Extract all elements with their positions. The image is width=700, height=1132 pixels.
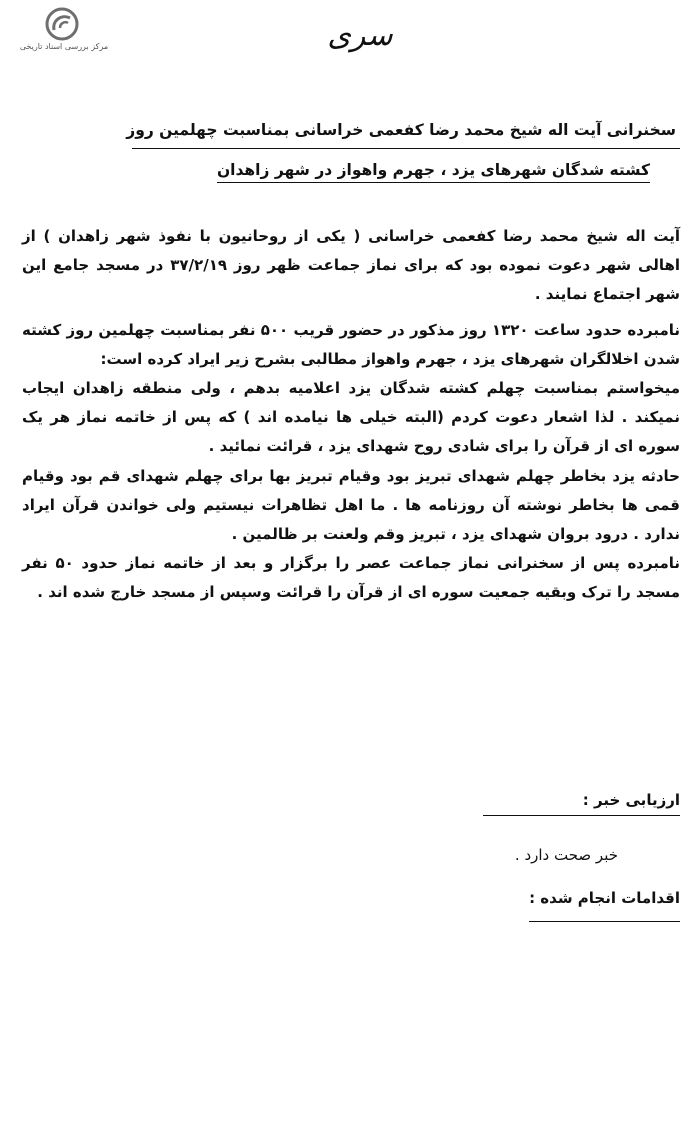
subject-line-1: سخنرانی آیت اله شیخ محمد رضا کفعمی خراسانی بمناسبت چهلمین روز bbox=[126, 121, 676, 139]
body-paragraph-3: میخواستم بمناسبت چهلم کشته شدگان یزد اعلامیه بدهم ، ولی منطقه زاهدان ایجاب نمیکند . لذا اشعار دعوت کردم (البته خیلی ها نیامده اند ) که پس از خاتمه نماز هر یک سوره ای از قرآن را برای شادی روح شهدای یزد ، قرائت نمائید . bbox=[22, 379, 680, 456]
subject-line-2: کشته شدگان شهرهای یزد ، جهرم واهواز در شهر زاهدان bbox=[217, 158, 650, 183]
subject-underline bbox=[132, 148, 680, 149]
reliability-note: خبر صحت دارد . bbox=[514, 846, 618, 864]
subject-block bbox=[70, 118, 680, 183]
classification-heading: سری bbox=[327, 18, 393, 53]
body-paragraph-1: آیت اله شیخ محمد رضا کفعمی خراسانی ( یکی از روحانیون با نفوذ شهر زاهدان ) از اهالی شهر دعوت نموده بود که برای نماز جماعت ظهر روز ۳۷/۲/۱۹ در مسجد جامع این شهر اجتماع نمایند . bbox=[22, 227, 681, 304]
watermark-text: مرکز بررسی اسناد تاریخی bbox=[19, 42, 109, 51]
body-paragraph-2: نامبرده حدود ساعت ۱۳۲۰ روز مذکور در حضور قریب ۵۰۰ نفر بمناسبت چهلمین روز کشته شدن اخلالگران شهرهای یزد ، جهرم واهواز مطالبی بشرح زیر ایراد کرده است: bbox=[22, 320, 680, 368]
archive-center-logo-icon bbox=[40, 6, 84, 42]
actions-label: اقدامات انجام شده : bbox=[529, 889, 680, 922]
body-paragraph-4: حادثه یزد بخاطر چهلم شهدای تبریز بود وقیام تبریز بها برای چهلم شهدای قم بود وقیام قمی ها بخاطر نوشته آن روزنامه ها . ما اهل تظاهرات نیستیم ولی خواندن قرآن ایراد ندارد . درود بروان شهدای یزد ، تبریز وقم ولعنت بر ظالمین . bbox=[22, 466, 680, 544]
rating-label: ارزیابی خبر : bbox=[483, 791, 680, 816]
report-body bbox=[22, 222, 680, 608]
body-paragraph-5: نامبرده پس از سخنرانی نماز جماعت عصر را برگزار و بعد از خاتمه نماز حدود ۵۰ نفر مسجد را ترک وبقیه جمعیت سوره ای از قرآن را قرائت وسپس از مسجد خارج شده اند . bbox=[22, 554, 680, 602]
assessment-section bbox=[280, 790, 680, 922]
watermark-logo bbox=[8, 6, 118, 56]
